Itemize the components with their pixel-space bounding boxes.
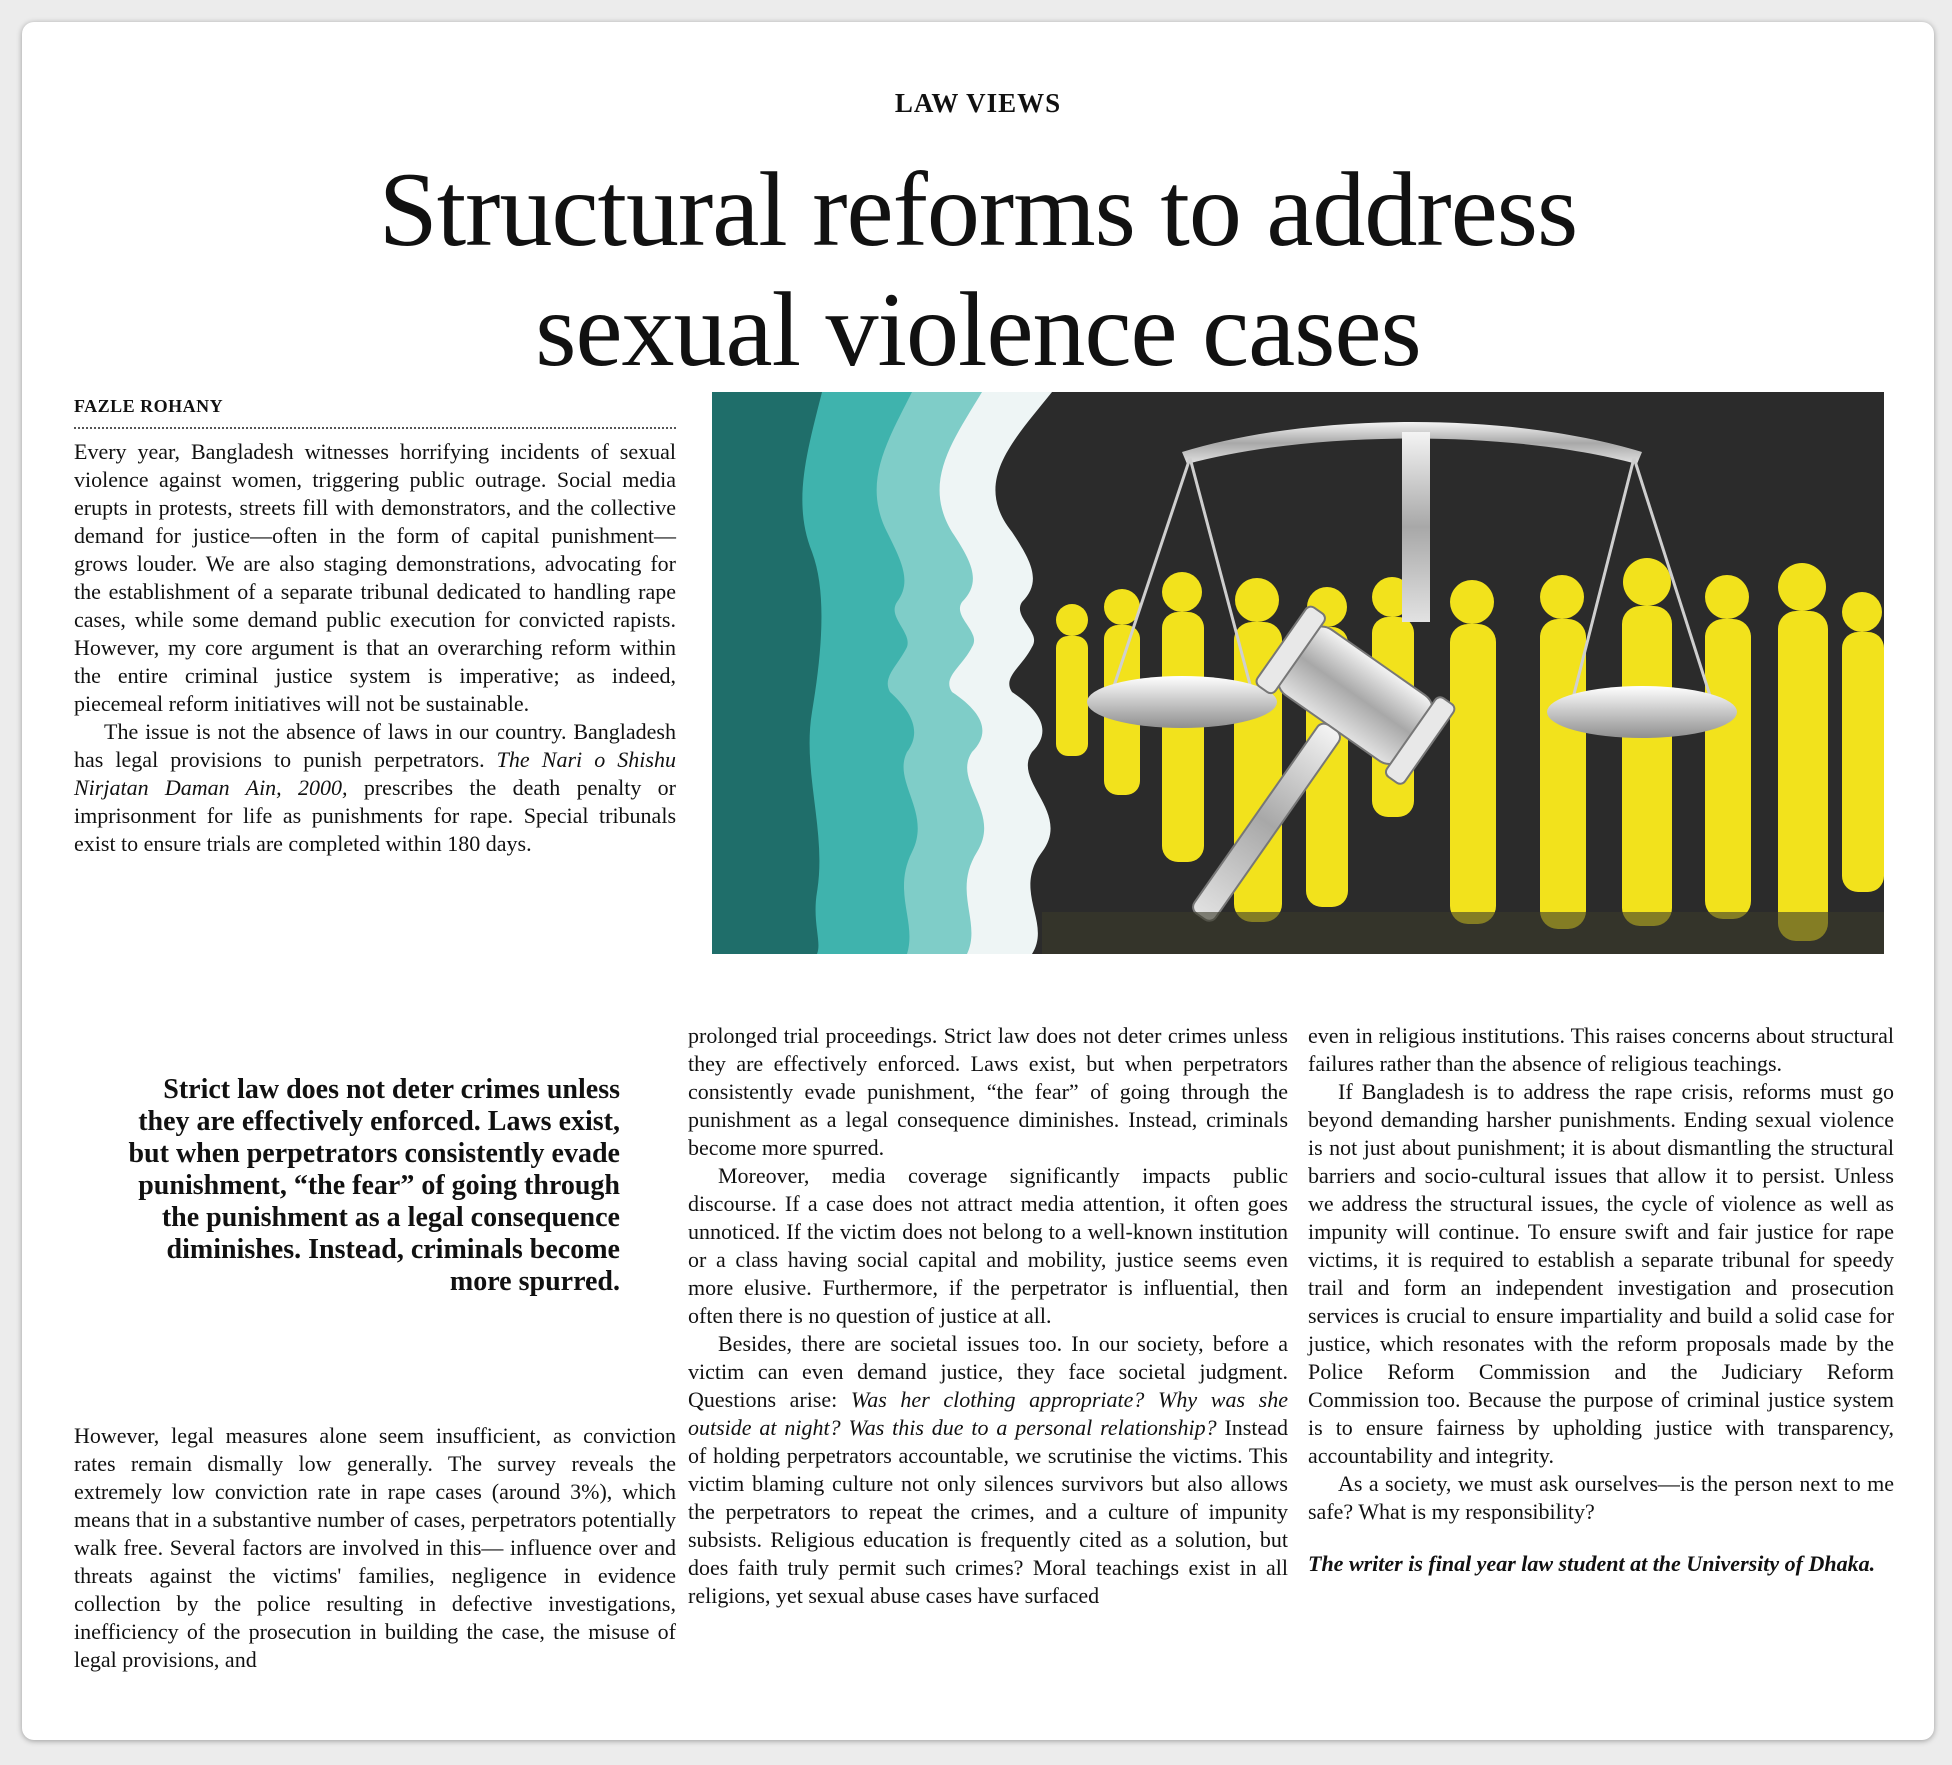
headline [22,150,1934,390]
paragraph: If Bangladesh is to address the rape crisis, reforms must go beyond demanding harsher punishments. Ending sexual violence is not just about punishment; it is about dismantling the structural barriers and socio-cultural issues that allow it to persist. Unless we address the structural issues, the cycle of violence as well as impunity will continue. To ensure swift and fair justice for rape victims, it is required to establish a separate tribunal for speedy trail and form an independent investigation and prosecution services is crucial to ensure impartiality and build a solid case for justice, which resonates with the reform proposals made by the Police Reform Commission and the Judiciary Reform Commission too. Because the purpose of criminal justice system is to ensure fairness by upholding justice with transparency, accountability and integrity. [1308,1079,1894,1468]
paragraph: prolonged trial proceedings. Strict law does not deter crimes unless they are effectively enforced. Laws exist, but when perpetrators consistently evade punishment, “the fear” of going through the punishment as a legal consequence diminishes. Instead, criminals become more spurred. [688,1023,1288,1160]
byline: FAZLE ROHANY [74,396,676,429]
paragraph: even in religious institutions. This raises concerns about structural failures rather than the absence of religious teachings. [1308,1023,1894,1076]
headline-line-1: Structural reforms to address [378,151,1578,268]
law-title: The Nari o Shishu Nirjatan Daman Ain, 2000, [74,747,676,800]
newspaper-page [22,22,1934,1740]
scale-pan-right [1547,686,1737,738]
headline-line-2: sexual violence cases [535,271,1421,388]
paragraph: Every year, Bangladesh witnesses horrifying incidents of sexual violence against women, triggering public outrage. Social media erupts in protests, streets fill with demonstrators, and the collective demand for justice—often in the form of capital punishment—grows louder. We are also staging demonstrations, advocating for the establishment of a separate tribunal dedicated to handling rape cases, while some demand public execution for convicted rapists. However, my core argument is that an overarching reform within the entire criminal justice system is imperative; as indeed, piecemeal reform initiatives will not be sustainable. [74,439,676,716]
justice-illustration [712,392,1884,954]
paragraph: Besides, there are societal issues too. In our society, before a victim can even demand justice, they face societal judgment. Questions arise: Was her clothing appropriate? Why was she outside at night? Was this due to a personal relationship? Instead of holding perpetrators accountable, we scrutinise the victims. This victim blaming culture not only silences survivors but also allows the perpetrators to repeat the crimes, and a culture of impunity subsists. Religious education is frequently cited as a solution, but does faith truly permit such crimes? Moral teachings exist in all religions, yet sexual abuse cases have surfaced [688,1331,1288,1608]
scale-pillar [1402,432,1430,622]
pull-quote: Strict law does not deter crimes unless they are effectively enforced. Laws exist, but when perpetrators consistently evade punishment, “the fear” of going through the punishment as a legal consequence diminishes. Instead, criminals become more spurred. [128,1074,620,1297]
paragraph: Moreover, media coverage significantly impacts public discourse. If a case does not attract media attention, it often goes unnoticed. If the victim does not belong to a well-known institution or a class having social capital and mobility, justice seems even more elusive. Furthermore, if the perpetrator is influential, then often there is no question of justice at all. [688,1163,1288,1328]
paragraph: However, legal measures alone seem insufficient, as conviction rates remain dismally low generally. The survey reveals the extremely low conviction rate in rape cases (around 3%), which means that in a substantive number of cases, perpetrators potentially walk free. Several factors are involved in this— influence over and threats against the victims' families, negligence in evidence collection by the police resulting in defective investigations, inefficiency of the prosecution in building the case, the misuse of legal provisions, and [74,1423,676,1672]
section-label: LAW VIEWS [894,88,1062,118]
paragraph: As a society, we must ask ourselves—is the person next to me safe? What is my responsibility? [1308,1471,1894,1524]
column-3 [1308,1022,1894,1578]
scale-pan-left [1087,676,1277,728]
column-1-top [74,438,676,858]
column-1-bottom [74,1422,676,1674]
author-note: The writer is final year law student at the University of Dhaka. [1308,1551,1876,1576]
questions-italic: Was her clothing appropriate? Why was she outside at night? Was this due to a personal relationship? [688,1387,1288,1440]
illustration [712,392,1884,954]
column-2 [688,1022,1288,1610]
paragraph: The issue is not the absence of laws in our country. Bangladesh has legal provisions to punish perpetrators. The Nari o Shishu Nirjatan Daman Ain, 2000, prescribes the death penalty or imprisonment for life as punishments for rape. Special tribunals exist to ensure trials are completed within 180 days. [74,719,676,856]
